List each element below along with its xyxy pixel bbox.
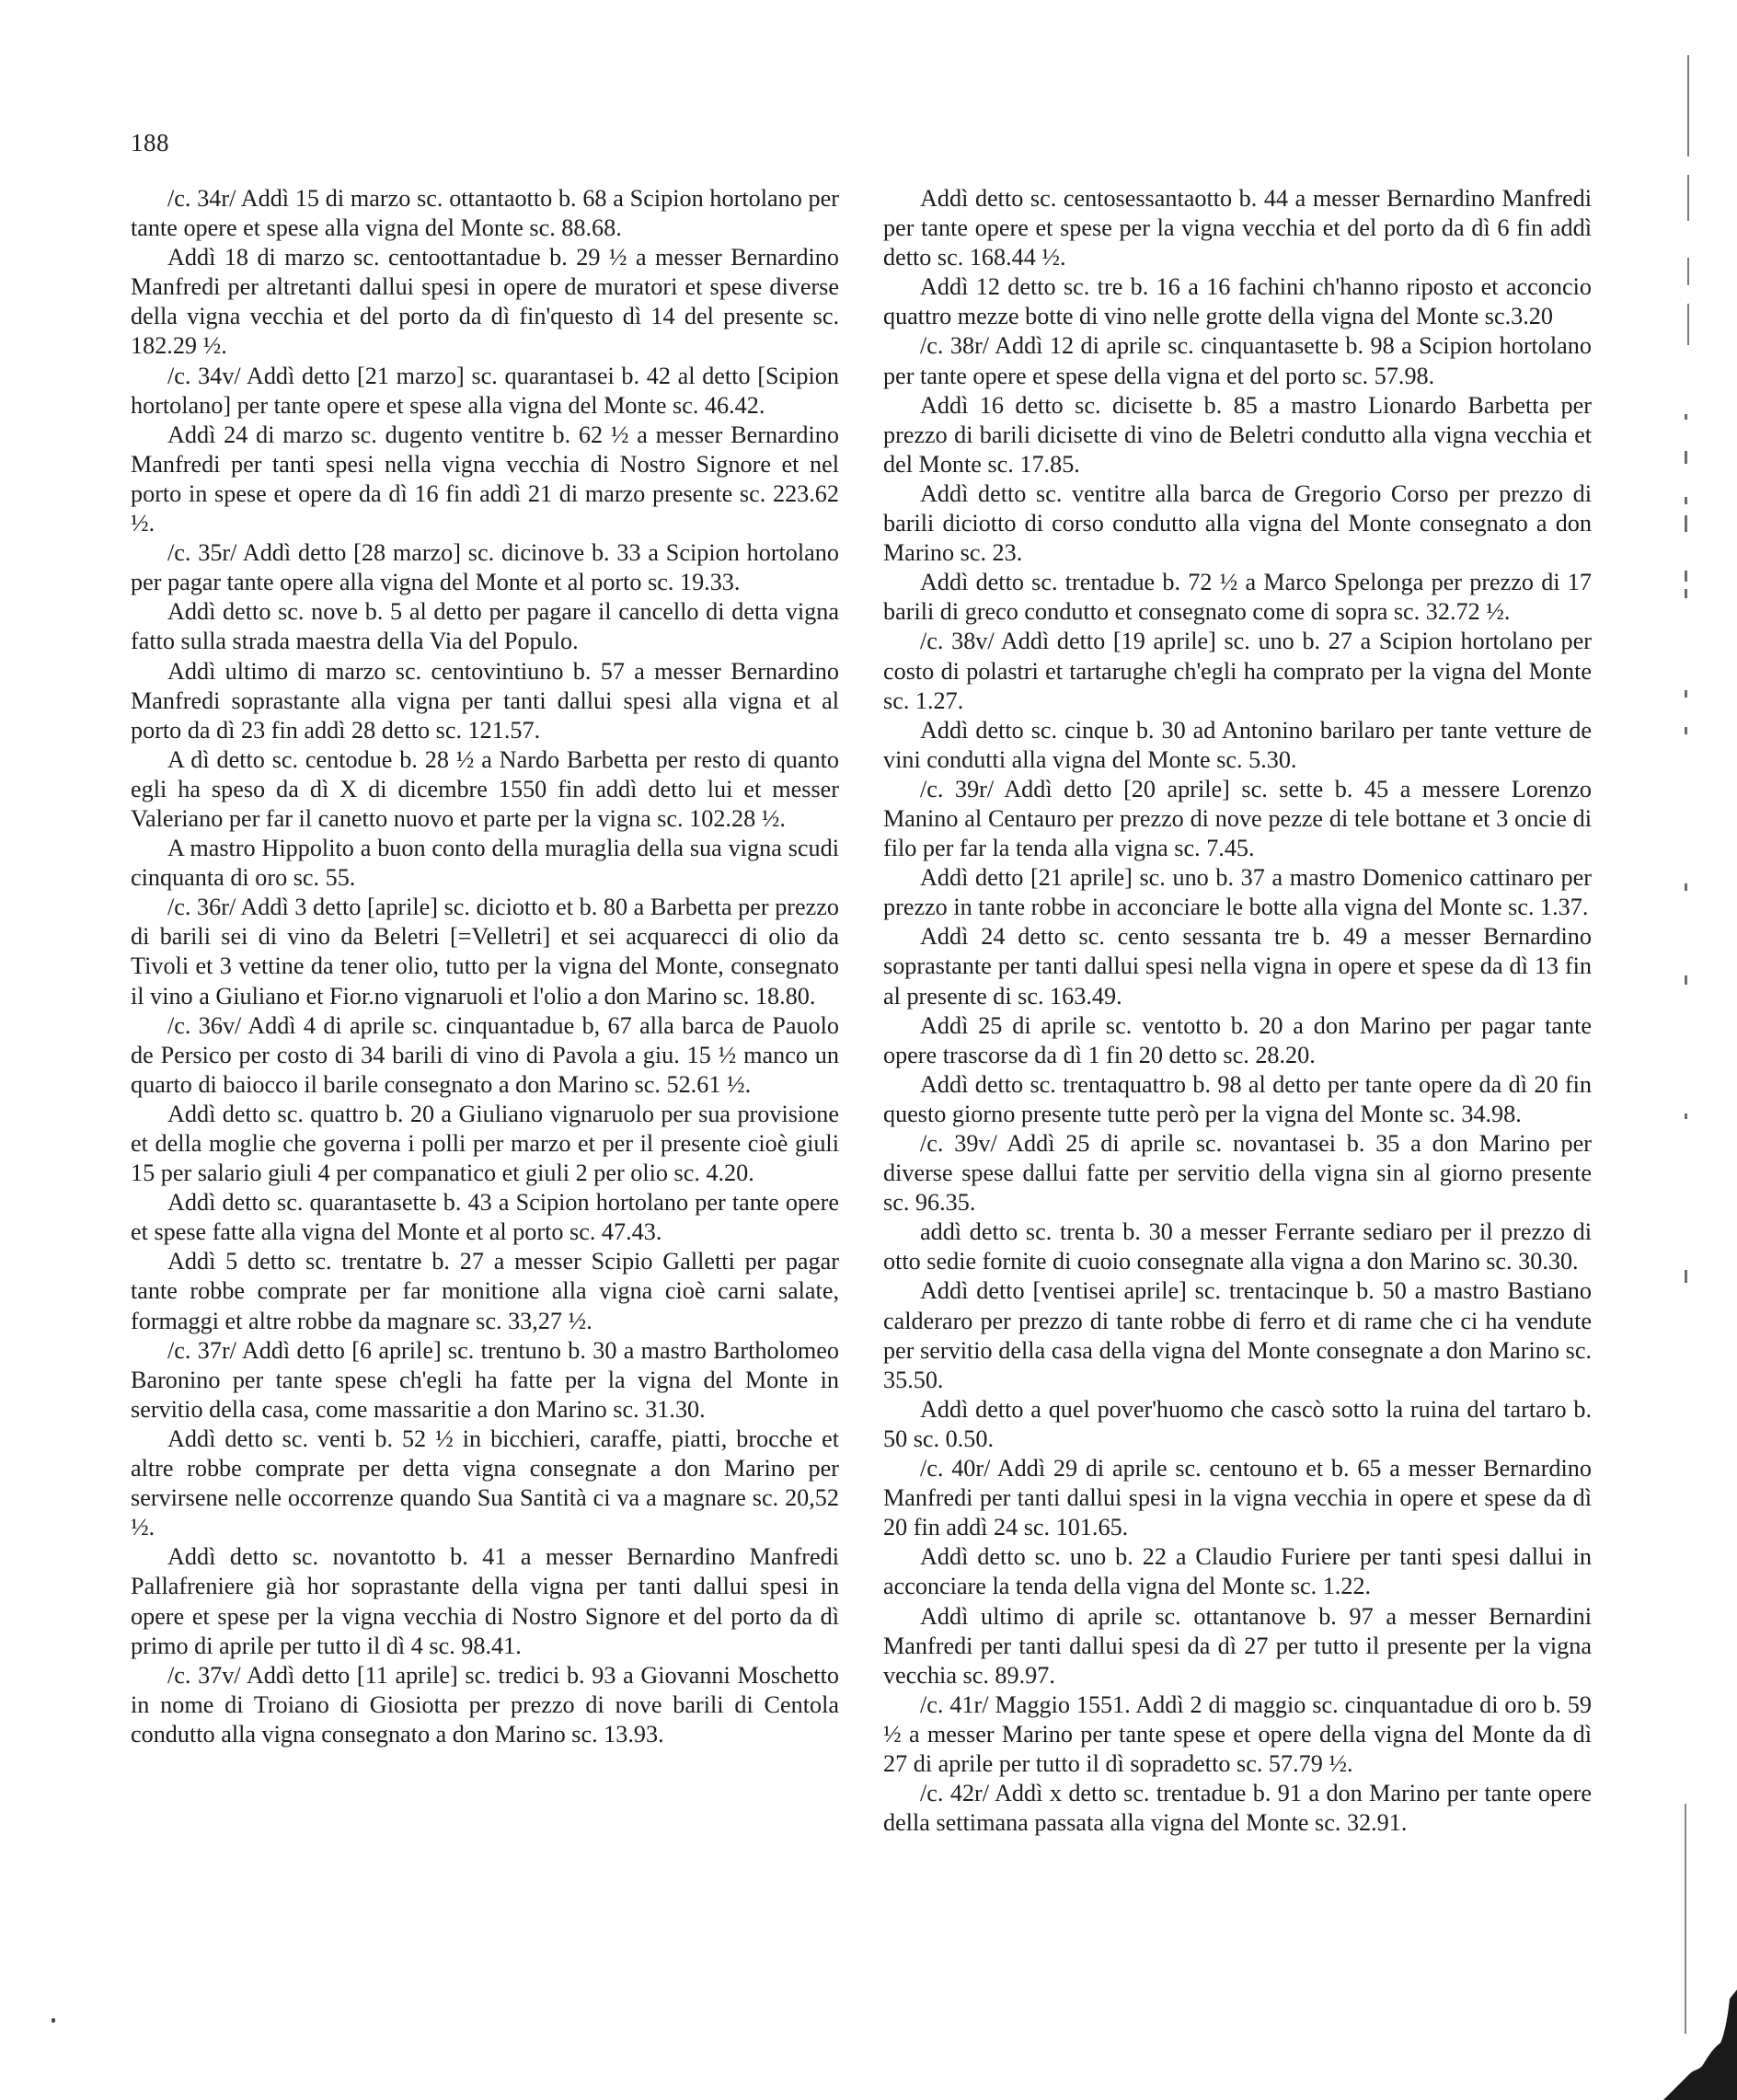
ledger-entry: Addì detto sc. nove b. 5 al detto per pagare il cancello di detta vigna fatto sulla strada maestra della Via del Populo.	[131, 598, 839, 655]
ledger-entry: /c. 35r/ Addì detto [28 marzo] sc. dicinove b. 33 a Scipion hortolano per pagar tante opere alla vigna del Monte et al porto sc. 19.33.	[131, 539, 839, 596]
ledger-entry: Addì detto sc. trentadue b. 72 ½ a Marco Spelonga per prezzo di 17 barili di greco condutto et consegnato come di sopra sc. 32.72 ½.	[883, 569, 1592, 626]
scan-artifact	[52, 2018, 55, 2023]
ledger-entry: Addì 25 di aprile sc. ventotto b. 20 a don Marino per pagar tante opere trascorse da dì 1 fin 20 detto sc. 28.20.	[883, 1011, 1592, 1068]
ledger-entry: Addì detto [ventisei aprile] sc. trentacinque b. 50 a mastro Bastiano calderaro per prezzo di tante robbe di ferro et di rame che ci ha vendute per servitio della casa della vigna del Monte consegnate a don Marino sc. 35.50.	[883, 1277, 1592, 1393]
ledger-entry: Addì 5 detto sc. trentatre b. 27 a messer Scipio Galletti per pagar tante robbe comprate per far monitione alla vigna cioè carni salate, formaggi et altre robbe da magnare sc. 33,27 ½.	[131, 1248, 839, 1334]
ledger-entry: /c. 38v/ Addì detto [19 aprile] sc. uno b. 27 a Scipion hortolano per costo di polastri et tartarughe ch'egli ha comprato per la vigna del Monte sc. 1.27.	[883, 628, 1592, 714]
ledger-entry: /c. 38r/ Addì 12 di aprile sc. cinquantasette b. 98 a Scipion hortolano per tante opere et spese della vigna et del porto sc. 57.98.	[883, 332, 1592, 389]
ledger-entry: /c. 34r/ Addì 15 di marzo sc. ottantaotto b. 68 a Scipion hortolano per tante opere et spese alla vigna del Monte sc. 88.68.	[131, 185, 839, 242]
scan-artifact	[1685, 1113, 1687, 1119]
scan-artifact	[1687, 175, 1689, 221]
ledger-entry: Addì detto sc. venti b. 52 ½ in bicchieri, caraffe, piatti, brocche et altre robbe comprate per detta vigna consegnate a don Marino per servirsene nelle occorrenze quando Sua Santità ci va a magnare sc. 20,52 ½.	[131, 1425, 839, 1541]
ledger-entry: Addì detto sc. cinque b. 30 ad Antonino barilaro per tante vetture de vini condutti alla vigna del Monte sc. 5.30.	[883, 716, 1592, 773]
ledger-entry: Addì 24 di marzo sc. dugento ventitre b. 62 ½ a messer Bernardino Manfredi per tanti spesi nella vigna vecchia di Nostro Signore et nel porto in spese et opere da dì 16 fin addì 21 di marzo presente sc. 223.62 ½.	[131, 421, 839, 537]
ledger-entry: A dì detto sc. centodue b. 28 ½ a Nardo Barbetta per resto di quanto egli ha speso da dì X di dicembre 1550 fin addì detto lui et messer Valeriano per far il canetto nuovo et parte per la vigna sc. 102.28 ½.	[131, 745, 839, 832]
ledger-entry: Addì 18 di marzo sc. centoottantadue b. 29 ½ a messer Bernardino Manfredi per altretanti dallui spesi in opere de muratori et spese diverse della vigna vecchia et del porto da dì fin'questo dì 14 del presente sc. 182.29 ½.	[131, 244, 839, 360]
scan-artifact	[1685, 883, 1687, 891]
ledger-entry: /c. 39v/ Addì 25 di aprile sc. novantasei b. 35 a don Marino per diverse spese dallui fatte per servitio della vigna sin al giorno presente sc. 96.35.	[883, 1130, 1592, 1217]
scan-artifact	[1685, 1270, 1687, 1283]
ledger-entry: /c. 36v/ Addì 4 di aprile sc. cinquantadue b, 67 alla barca de Pauolo de Persico per costo di 34 barili di vino di Pavola a giu. 15 ½ manco un quarto di baiocco il barile consegnato a don Marino sc. 52.61 ½.	[131, 1011, 839, 1098]
ledger-entry: /c. 41r/ Maggio 1551. Addì 2 di maggio sc. cinquantadue di oro b. 59 ½ a messer Marino per tante spese et opere della vigna del Monte da dì 27 di aprile per tutto il dì sopradetto sc. 57.79 ½.	[883, 1690, 1592, 1777]
ledger-entry: Addì detto sc. trentaquattro b. 98 al detto per tante opere da dì 20 fin questo giorno presente tutte però per la vigna del Monte sc. 34.98.	[883, 1070, 1592, 1127]
ledger-entry: Addì detto sc. quattro b. 20 a Giuliano vignaruolo per sua provisione et della moglie che governa i polli per marzo et per il presente cioè giuli 15 per salario giuli 4 per companatico et giuli 2 per olio sc. 4.20.	[131, 1100, 839, 1187]
scan-artifact	[1685, 589, 1687, 598]
scan-artifact	[1685, 690, 1687, 698]
scan-artifact	[1685, 975, 1687, 985]
scan-artifact	[1685, 515, 1687, 532]
ledger-entry: Addì 12 detto sc. tre b. 16 a 16 fachini ch'hanno riposto et acconcio quattro mezze botte di vino nelle grotte della vigna del Monte sc.3.20	[883, 273, 1592, 330]
ledger-entry: Addì ultimo di aprile sc. ottantanove b. 97 a messer Bernardini Manfredi per tanti dallui spesi da dì 27 per tutto il presente per la vigna vecchia sc. 89.97.	[883, 1602, 1592, 1689]
page-number: 188	[131, 129, 169, 156]
ledger-entry: Addì detto sc. novantotto b. 41 a messer Bernardino Manfredi Pallafreniere già hor soprastante della vigna per tanti dallui spesi in opere et spese per la vigna vecchia di Nostro Signore et del porto da dì primo di aprile per tutto il dì 4 sc. 98.41.	[131, 1543, 839, 1659]
left-column	[131, 184, 839, 1749]
ledger-entry: Addì detto sc. ventitre alla barca de Gregorio Corso per prezzo di barili diciotto di corso condutto alla vigna del Monte consegnato a don Marino sc. 23.	[883, 479, 1592, 567]
scan-artifact	[1687, 120, 1689, 156]
scan-artifact	[1685, 414, 1687, 420]
ledger-entry: /c. 39r/ Addì detto [20 aprile] sc. sette b. 45 a messere Lorenzo Manino al Centauro per prezzo di nove pezze di tele bottane et 3 oncie di filo per far la tenda alla vigna sc. 7.45.	[883, 775, 1592, 862]
ledger-entry: Addì detto sc. uno b. 22 a Claudio Furiere per tanti spesi dallui in acconciare la tenda della vigna del Monte sc. 1.22.	[883, 1543, 1592, 1600]
scan-artifact	[1685, 571, 1687, 582]
ledger-entry: /c. 37r/ Addì detto [6 aprile] sc. trentuno b. 30 a mastro Bartholomeo Baronino per tante spese ch'egli ha fatte per la vigna del Monte in servitio della casa, come massaritie a don Marino sc. 31.30.	[131, 1336, 839, 1423]
ledger-entry: Addì detto [21 aprile] sc. uno b. 37 a mastro Domenico cattinaro per prezzo in tante robbe in acconciare le botte alla vigna del Monte sc. 1.37.	[883, 864, 1592, 921]
ledger-entry: Addì ultimo di marzo sc. centovintiuno b. 57 a messer Bernardino Manfredi soprastante alla vigna per tanti dallui spesi alla vigna et al porto da dì 23 fin addì 28 detto sc. 121.57.	[131, 657, 839, 744]
scan-artifact	[1687, 258, 1689, 285]
ledger-entry: Addì detto sc. quarantasette b. 43 a Scipion hortolano per tante opere et spese fatte alla vigna del Monte et al porto sc. 47.43.	[131, 1189, 839, 1246]
ledger-entry: A mastro Hippolito a buon conto della muraglia della sua vigna scudi cinquanta di oro sc. 55.	[131, 835, 839, 892]
ledger-entry: addì detto sc. trenta b. 30 a messer Ferrante sediaro per il prezzo di otto sedie fornite di cuoio consegnate alla vigna a don Marino sc. 30.30.	[883, 1218, 1592, 1275]
ledger-entry: /c. 34v/ Addì detto [21 marzo] sc. quarantasei b. 42 al detto [Scipion hortolano] per tante opere et spese alla vigna del Monte sc. 46.42.	[131, 362, 839, 419]
ledger-entry: /c. 36r/ Addì 3 detto [aprile] sc. diciotto et b. 80 a Barbetta per prezzo di barili sei di vino da Beletri [=Velletri] et sei acquarecci di olio da Tivoli et 3 vettine da tener olio, tutto per la vigna del Monte, consegnato il vino a Giuliano et Fior.no vignaruoli et l'olio a don Marino sc. 18.80.	[131, 894, 839, 1010]
ledger-entry: /c. 40r/ Addì 29 di aprile sc. centouno et b. 65 a messer Bernardino Manfredi per tanti dallui spesi in la vigna vecchia in opere et spese da dì 20 fin addì 24 sc. 101.65.	[883, 1455, 1592, 1541]
ledger-entry: Addì 24 detto sc. cento sessanta tre b. 49 a messer Bernardino soprastante per tanti dallui spesi nella vigna in opere et spese da dì 13 fin al presente di sc. 163.49.	[883, 923, 1592, 1010]
scan-artifact	[1685, 451, 1687, 464]
scan-artifact	[1687, 304, 1689, 345]
right-column	[883, 184, 1592, 1838]
ledger-entry: /c. 42r/ Addì x detto sc. trentadue b. 91 a don Marino per tante opere della settimana passata alla vigna del Monte sc. 32.91.	[883, 1780, 1592, 1837]
ledger-entry: /c. 37v/ Addì detto [11 aprile] sc. tredici b. 93 a Giovanni Moschetto in nome di Troiano di Giosiotta per prezzo di nove barili di Centola condutto alla vigna consegnato a don Marino sc. 13.93.	[131, 1661, 839, 1748]
scan-artifact	[1685, 727, 1687, 734]
binding-shadow-blot	[1663, 1990, 1737, 2100]
scan-artifact	[1685, 497, 1687, 504]
ledger-entry: Addì 16 detto sc. dicisette b. 85 a mastro Lionardo Barbetta per prezzo di barili dicisette di vino de Beletri condutto alla vigna vecchia et del Monte sc. 17.85.	[883, 391, 1592, 478]
ledger-entry: Addì detto a quel pover'huomo che cascò sotto la ruina del tartaro b. 50 sc. 0.50.	[883, 1395, 1592, 1452]
ledger-entry: Addì detto sc. centosessantaotto b. 44 a messer Bernardino Manfredi per tante opere et spese per la vigna vecchia et del porto da dì 6 fin addì detto sc. 168.44 ½.	[883, 185, 1592, 271]
